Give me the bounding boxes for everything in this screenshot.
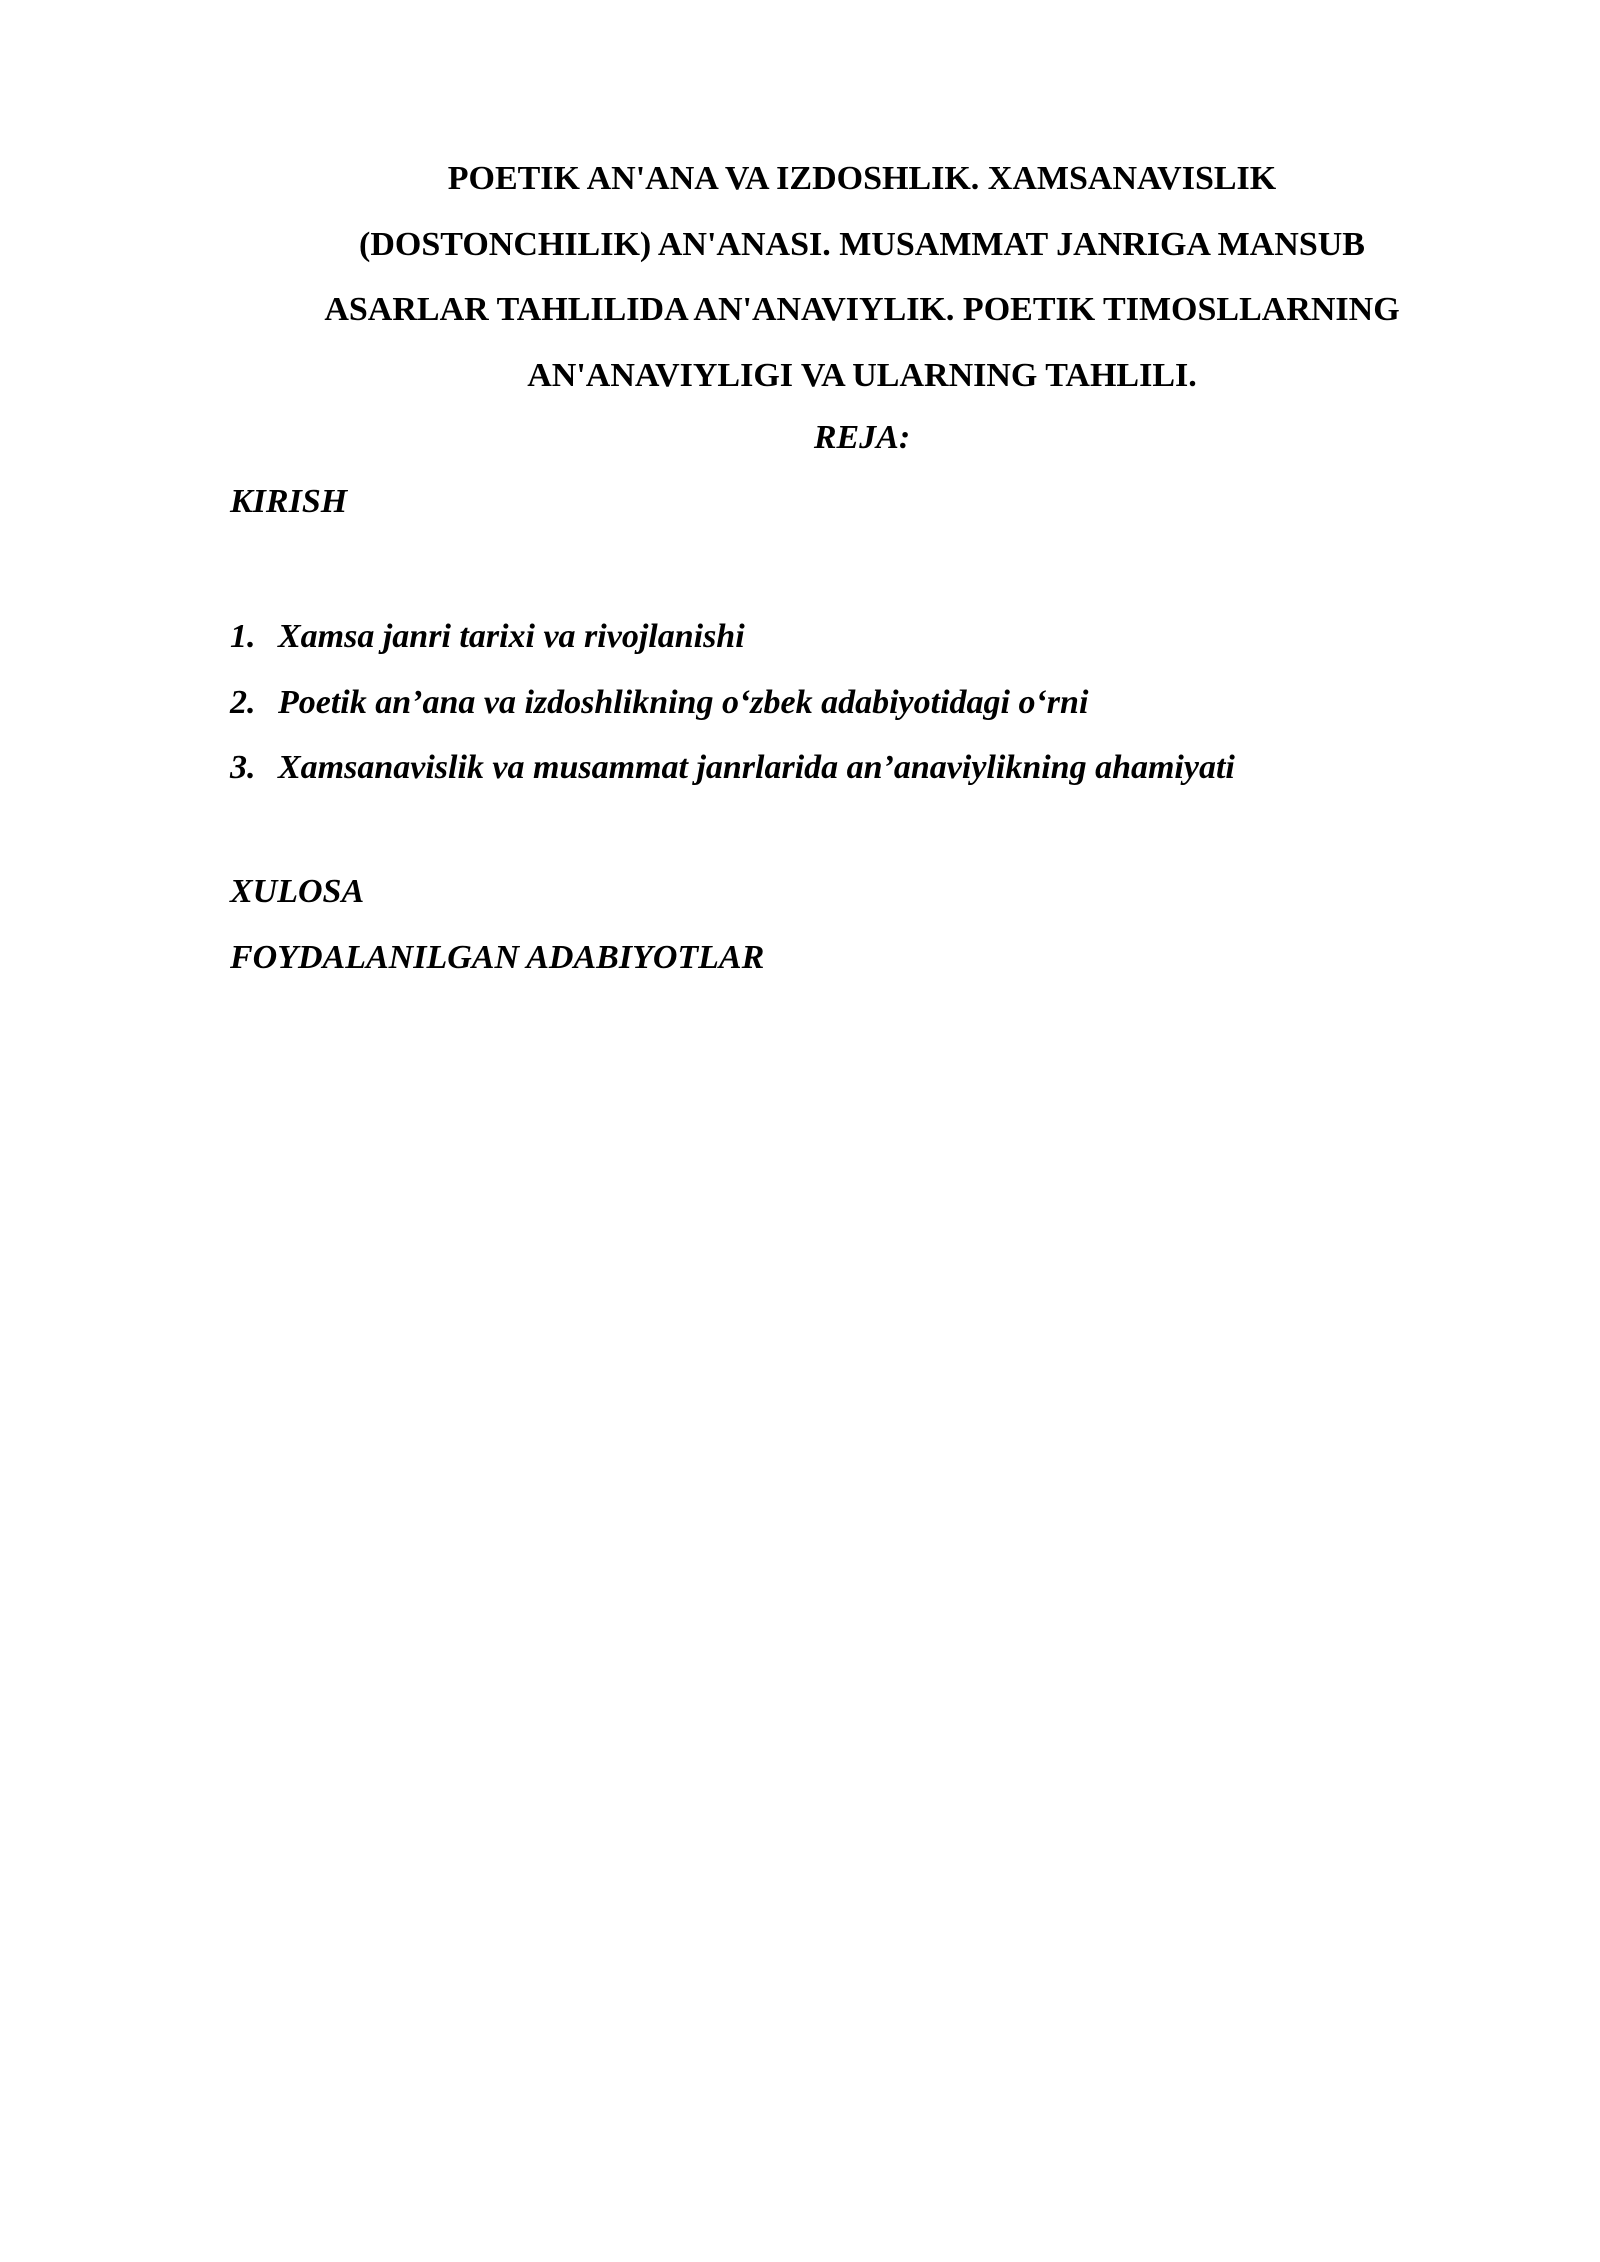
plan-item [230, 670, 1235, 736]
plan-item-number: 1. [230, 618, 256, 655]
plan-item-number: 2. [230, 683, 256, 721]
plan-item [230, 604, 1235, 670]
title-line: (DOSTONCHILIK) AN'ANASI. MUSAMMAT JANRIGA MANSUB [359, 225, 1365, 263]
document-title [230, 146, 1494, 408]
title-line: POETIK AN'ANA VA IZDOSHLIK. XAMSANAVISLIK [447, 160, 1277, 197]
intro-heading: KIRISH [230, 483, 348, 520]
conclusion-heading: XULOSA [230, 873, 365, 910]
plan-item [230, 735, 1235, 801]
title-line: ASARLAR TAHLILIDA AN'ANAVIYLIK. POETIK TIMOSLLARNING [324, 291, 1400, 328]
title-line: AN'ANAVIYLIGI VA ULARNING TAHLILI. [527, 356, 1197, 394]
plan-item-text: Xamsa janri tarixi va rivojlanishi [278, 618, 745, 655]
plan-item-text: Xamsanavislik va musammat janrlarida an’anaviylikning ahamiyati [278, 749, 1235, 786]
references-heading: FOYDALANILGAN ADABIYOTLAR [230, 939, 765, 976]
plan-heading: REJA: [813, 419, 911, 456]
plan-item-number: 3. [230, 749, 256, 786]
plan-list [230, 604, 1235, 801]
plan-item-text: Poetik an’ana va izdoshlikning o‘zbek adabiyotidagi o‘rni [278, 683, 1089, 721]
